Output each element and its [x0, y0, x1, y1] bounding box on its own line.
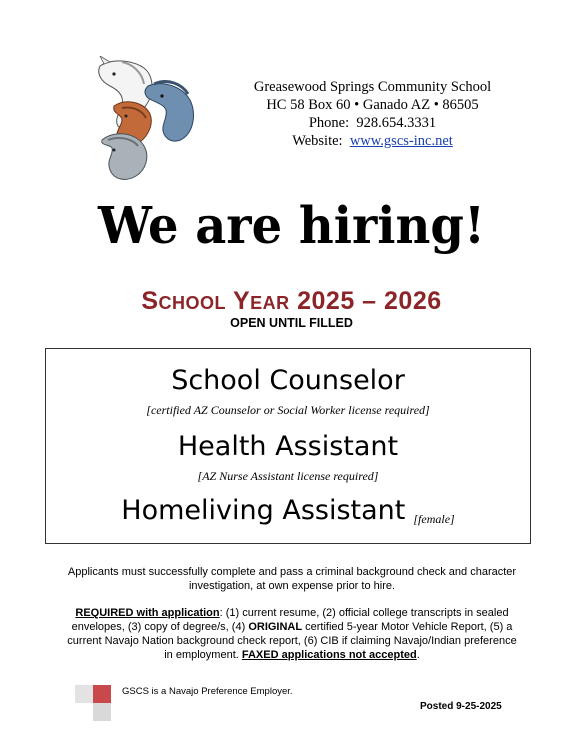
job-listings-box [45, 348, 531, 544]
school-website: Website: www.gscs-inc.net [292, 133, 453, 149]
open-until-filled: OPEN UNTIL FILLED [230, 316, 353, 330]
horse-heads-logo-icon [92, 56, 202, 186]
school-year-heading: School Year 2025 – 2026 [141, 287, 442, 315]
preference-employer-note: GSCS is a Navajo Preference Employer. [122, 686, 293, 697]
job-note-homeliving-assistant: [female] [413, 512, 455, 526]
website-link[interactable]: www.gscs-inc.net [349, 133, 453, 149]
decor-square-gray [75, 685, 93, 703]
decor-square-gray-lower [93, 703, 111, 721]
job-title-school-counselor: School Counselor [171, 365, 405, 396]
job-note-health-assistant: [AZ Nurse Assistant license required] [197, 469, 379, 483]
original-emphasis: ORIGINAL [248, 621, 303, 633]
background-check-text: Applicants must successfully complete and pass a criminal background check and character investigation, at own expense prior to hire. [67, 566, 517, 592]
school-address: HC 58 Box 60 • Ganado AZ • 86505 [266, 97, 479, 113]
decor-square-red [93, 685, 111, 703]
requirements-text: REQUIRED with application: (1) current resume, (2) official college transcripts in sealed envelopes, (3) copy of degree/s, (4) ORIGINAL certified 5-year Motor Vehicle Report, (5) a current Navajo Nation background check report, (6) CIB if claiming Navajo/Indian preference in employment. FAXED applications not accepted. [67, 607, 517, 661]
job-title-homeliving-assistant: Homeliving Assistant [121, 495, 406, 526]
job-title-health-assistant: Health Assistant [177, 431, 399, 462]
job-row-homeliving-assistant [46, 495, 530, 535]
headline: We are hiring! [97, 196, 486, 256]
faxed-notice: FAXED applications not accepted [241, 649, 417, 661]
school-contact-block [210, 78, 535, 150]
job-note-school-counselor: [certified AZ Counselor or Social Worker license required] [146, 403, 430, 417]
school-phone: Phone: 928.654.3331 [308, 115, 437, 131]
school-name: Greasewood Springs Community School [253, 79, 492, 95]
requirements-label: REQUIRED with application [75, 607, 220, 619]
posted-date: Posted 9-25-2025 [420, 701, 502, 712]
